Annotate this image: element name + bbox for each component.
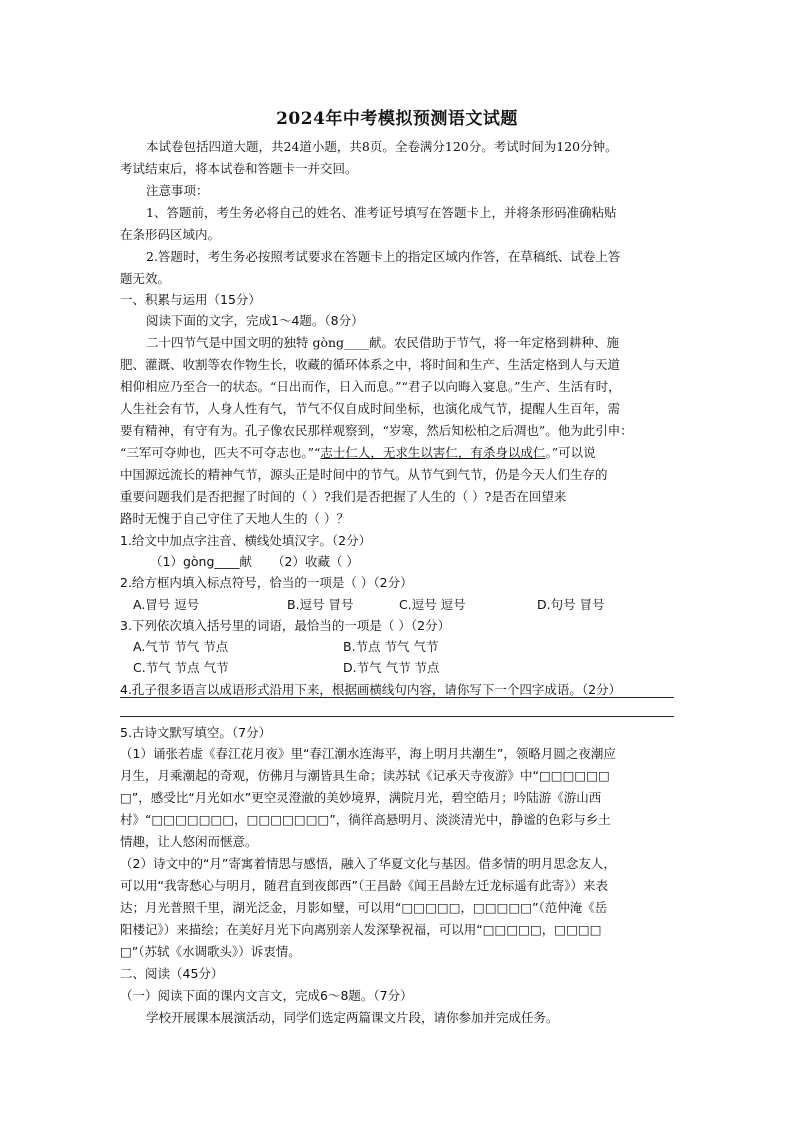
answer-line[interactable] — [120, 716, 674, 717]
option-a[interactable]: A.气节 节气 节点 — [133, 639, 229, 654]
option-d[interactable]: D.句号 冒号 — [537, 597, 605, 612]
option-b[interactable]: B.节点 节气 气节 — [343, 639, 439, 654]
option-c[interactable]: C.逗号 逗号 — [399, 597, 466, 612]
question-5-line: □”，感受比“月光如水”更空灵澄澈的美妙境界，满院月光，碧空皓月；吟陆游《游山西 — [120, 790, 602, 805]
question-1-stem: 1.给文中加点字注音、横线处填汉字。（2分） — [120, 533, 372, 548]
question-5-line: 情趣，让人悠闲而惬意。 — [120, 834, 258, 849]
notice-item-1-cont: 在条形码区域内。 — [120, 227, 221, 242]
passage-line: 二十四节气是中国文明的独特 gòng____献。农民借助于节气，将一年定格到耕种、施 — [146, 335, 620, 350]
underlined-sentence: 志士仁人，无求生以害仁，有杀身以成仁 — [320, 445, 546, 460]
question-3-options-row-2 — [133, 658, 673, 678]
passage-text: 。”可以说 — [545, 445, 596, 460]
passage-line — [120, 443, 680, 463]
question-4-stem: 4.孔子很多语言以成语形式沿用下来，根据画横线句内容，请你写下一个四字成语。（2分） — [120, 682, 622, 697]
option-d[interactable]: D.节气 气节 节点 — [343, 660, 440, 675]
passage-line: 中国源远流长的精神气节，源头正是时间中的节气。从节气到气节，仍是今天人们生存的 — [120, 467, 608, 482]
page-title: 2024年中考模拟预测语文试题 — [276, 109, 518, 129]
question-1-part-2: （2）收藏（ ） — [272, 554, 359, 569]
notice-item-2-cont: 题无效。 — [120, 271, 171, 286]
question-3-options — [133, 637, 673, 657]
intro-line: 本试卷包括四道大题，共24道小题，共8页。全卷满分120分。考试时间为120分钟。 — [146, 139, 618, 154]
reading-subheading: （一）阅读下面的课内文言文，完成6～8题。（7分） — [120, 988, 413, 1003]
passage-line: 路时无愧于自己守住了天地人生的（ ）？ — [120, 511, 349, 526]
intro-line: 考试结束后，将本试卷和答题卡一并交回。 — [120, 161, 358, 176]
option-c[interactable]: C.节气 节点 气节 — [133, 660, 229, 675]
question-5-line: 达；月光普照千里，湖光泛金，月影如璧，可以用“□□□□□，□□□□□”（范仲淹《岳 — [120, 900, 608, 915]
reading-lead: 学校开展课本展演活动，同学们选定两篇课文片段，请你参加并完成任务。 — [146, 1010, 559, 1025]
passage-line: 人生社会有节，人身人性有气，节气不仅自成时间坐标，也演化成气节，提醒人生百年，需 — [120, 401, 621, 416]
question-5-line: 月生，月乘潮起的奇观，仿佛月与潮皆具生命；读苏轼《记承天寺夜游》中“□□□□□□ — [120, 768, 610, 783]
passage-line: 要有精神，有守有为。孔子像农民那样观察到，“岁寒，然后知松柏之后凋也”。他为此引申： — [120, 423, 633, 438]
question-5-line: 可以用“我寄愁心与明月，随君直到夜郎西”（王昌龄《闻王昌龄左迁龙标遥有此寄》）来表 — [120, 878, 608, 893]
question-2-stem: 2.给方框内填入标点符号，恰当的一项是（ ）（2分） — [120, 575, 413, 590]
option-b[interactable]: B.逗号 冒号 — [287, 597, 354, 612]
option-a[interactable]: A.冒号 逗号 — [133, 597, 200, 612]
notice-heading: 注意事项： — [146, 183, 209, 198]
question-5-line: （1）诵张若虚《春江花月夜》里“春江潮水连海平，海上明月共潮生”，领略月圆之夜潮应 — [120, 746, 616, 761]
passage-text: “三军可夺帅也，匹夫不可夺志也。”“ — [120, 445, 321, 460]
section-heading: 二、阅读（45分） — [120, 966, 224, 981]
passage-line: 肥、灌溉、收割等农作物生长，收藏的循环体系之中，将时间和生产、生活定格到人与天道 — [120, 357, 621, 372]
question-5-line: 阳楼记》）来描绘；在美好月光下向离别亲人发深挚祝福，可以用“□□□□□，□□□□ — [120, 922, 602, 937]
section-heading: 一、积累与运用（15分） — [120, 292, 261, 307]
reading-lead: 阅读下面的文字，完成1～4题。（8分） — [146, 313, 364, 328]
question-5-line: □”（苏轼《水调歌头》）诉衷情。 — [120, 944, 301, 959]
passage-line: 相仰相应乃至合一的状态。“日出而作，日入而息。”“君子以向晦入宴息。”生产、生活有时， — [120, 379, 621, 394]
notice-item-1: 1、答题前，考生务必将自己的姓名、准考证号填写在答题卡上，并将条形码准确粘贴 — [146, 205, 617, 220]
answer-line[interactable] — [120, 697, 674, 698]
question-5-line: 村》“□□□□□□□，□□□□□□□”，徜徉高悬明月、淡淡清光中，静谧的色彩与乡土 — [120, 812, 611, 827]
question-1-items — [150, 552, 550, 572]
question-5-stem: 5.古诗文默写填空。（7分） — [120, 725, 272, 740]
question-5-line: （2）诗文中的“月”寄寓着情思与感悟，融入了华夏文化与基因。借多情的明月思念友人， — [120, 856, 616, 871]
question-1-part-1: （1）gòng____献 — [150, 554, 252, 569]
notice-item-2: 2.答题时，考生务必按照考试要求在答题卡上的指定区域内作答，在草稿纸、试卷上答 — [146, 249, 621, 264]
question-2-options — [133, 595, 673, 615]
question-3-stem: 3.下列依次填入括号里的词语，最恰当的一项是（ ）（2分） — [120, 618, 451, 633]
passage-line: 重要问题我们是否把握了时间的（ ）?我们是否把握了人生的（ ）?是否在回望来 — [120, 489, 567, 504]
